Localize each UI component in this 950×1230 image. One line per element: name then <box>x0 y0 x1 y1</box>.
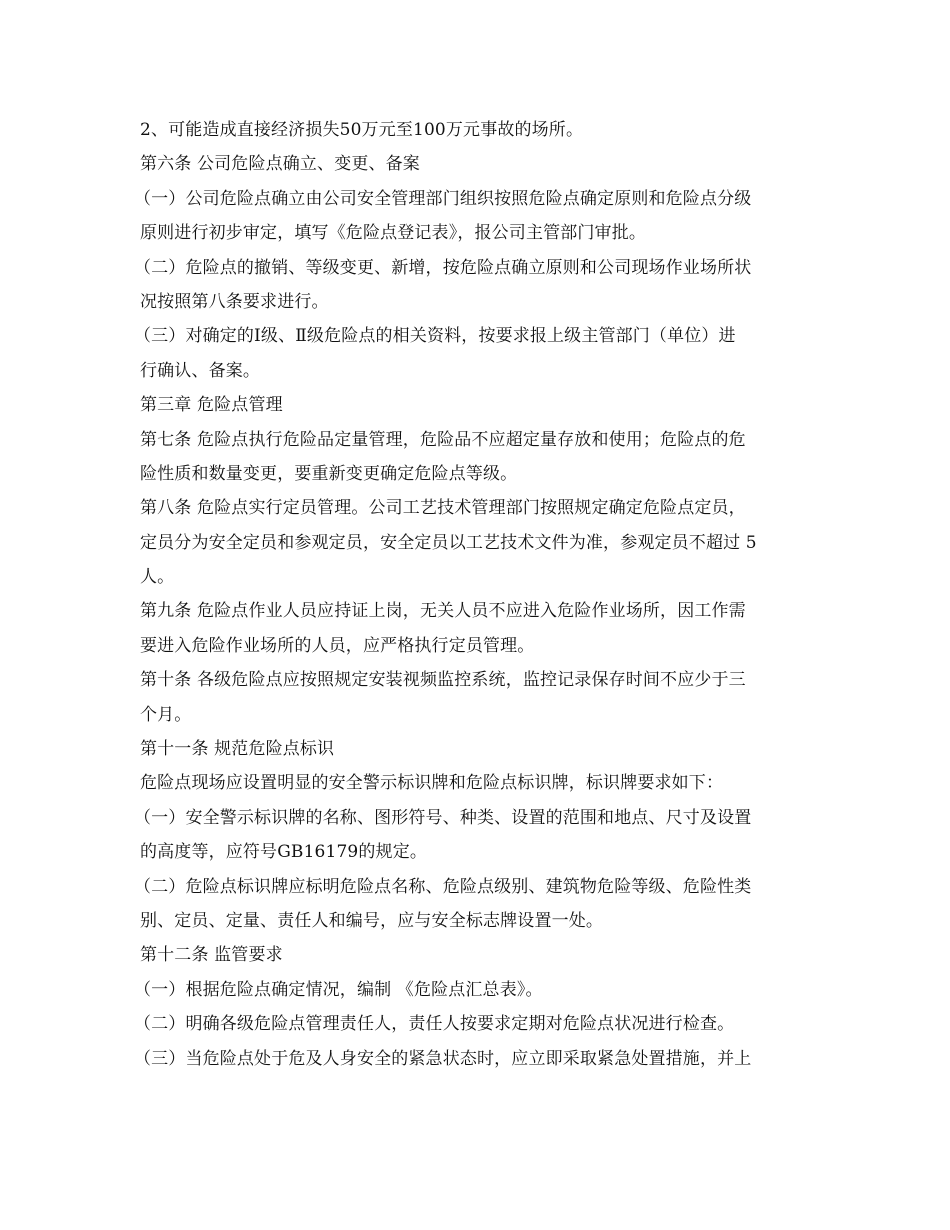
document-body <box>134 113 812 1076</box>
text-line-3: （一）公司危险点确立由公司安全管理部门组织按照危险点确定原则和危险点分级 <box>134 188 752 209</box>
article-11-heading: 第十一条 规范危险点标识 <box>140 739 335 760</box>
text-line-22: 的高度等，应符号GB16179的规定。 <box>140 842 428 863</box>
text-line-1: 2、可能造成直接经济损失50万元至100万元事故的场所。 <box>140 120 584 140</box>
text-line-5: （二）危险点的撤销、等级变更、新增，按危险点确立原则和公司现场作业场所状 <box>134 257 752 278</box>
text-line-27: （二）明确各级危险点管理责任人，责任人按要求定期对危险点状况进行检查。 <box>134 1014 735 1035</box>
article-9-text: 第九条 危险点作业人员应持证上岗，无关人员不应进入危险作业场所，因工作需 <box>140 601 746 622</box>
article-8-text: 第八条 危险点实行定员管理。公司工艺技术管理部门按照规定确定危险点定员， <box>140 498 746 519</box>
article-6-heading: 第六条 公司危险点确立、变更、备案 <box>140 154 420 175</box>
text-line-14: 人。 <box>140 567 175 588</box>
text-line-8: 行确认、备案。 <box>140 360 261 381</box>
chapter-3-heading: 第三章 危险点管理 <box>140 395 283 416</box>
text-line-21: （一）安全警示标识牌的名称、图形符号、种类、设置的范围和地点、尺寸及设置 <box>134 807 752 828</box>
text-line-11: 险性质和数量变更，要重新变更确定危险点等级。 <box>140 463 518 484</box>
text-line-4: 原则进行初步审定，填写《危险点登记表》，报公司主管部门审批。 <box>140 223 646 244</box>
text-line-24: 别、定员、定量、责任人和编号，应与安全标志牌设置一处。 <box>140 910 604 931</box>
text-line-7: （三）对确定的Ⅰ级、Ⅱ级危险点的相关资料，按要求报上级主管部门（单位）进 <box>134 326 736 347</box>
article-10-text: 第十条 各级危险点应按照规定安装视频监控系统，监控记录保存时间不应少于三 <box>140 670 746 691</box>
article-12-heading: 第十二条 监管要求 <box>140 945 283 966</box>
text-line-6: 况按照第八条要求进行。 <box>140 291 329 312</box>
text-line-26: （一）根据危险点确定情况，编制 《危险点汇总表》。 <box>134 979 543 1000</box>
article-7-text: 第七条 危险点执行危险品定量管理，危险品不应超定量存放和使用；危险点的危 <box>140 429 746 450</box>
text-line-18: 个月。 <box>140 704 192 725</box>
text-line-23: （二）危险点标识牌应标明危险点名称、危险点级别、建筑物危险等级、危险性类 <box>134 876 752 897</box>
text-line-20: 危险点现场应设置明显的安全警示标识牌和危险点标识牌，标识牌要求如下： <box>140 773 724 794</box>
text-line-13: 定员分为安全定员和参观定员，安全定员以工艺技术文件为准，参观定员不超过 5 <box>140 532 757 553</box>
text-line-16: 要进入危险作业场所的人员，应严格执行定员管理。 <box>140 635 535 656</box>
text-line-28: （三）当危险点处于危及人身安全的紧急状态时，应立即采取紧急处置措施，并上 <box>134 1048 752 1069</box>
